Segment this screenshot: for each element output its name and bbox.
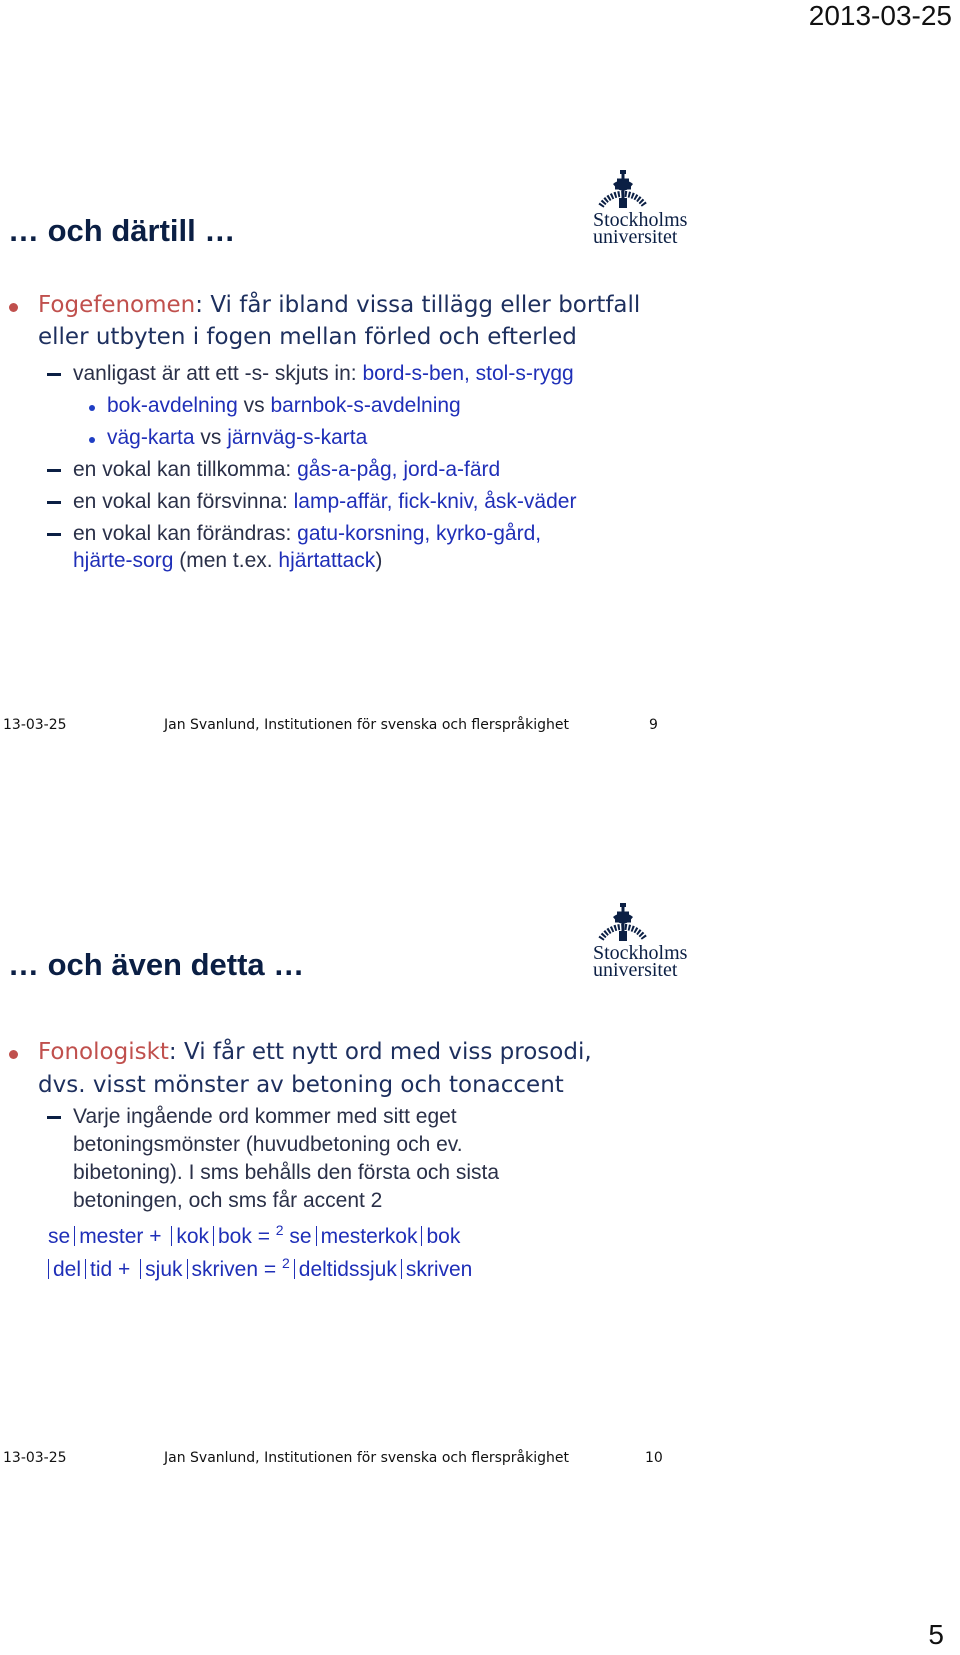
slide-10-footer-number: 10 bbox=[645, 1450, 663, 1466]
logo-line-2: universitet bbox=[593, 226, 678, 248]
example-word: bok-avdelning bbox=[107, 394, 238, 417]
page-number: 5 bbox=[928, 1619, 944, 1650]
vs-text: vs bbox=[237, 394, 271, 417]
syllable: mesterkok bbox=[320, 1225, 418, 1248]
slide-9-title: … och därtill … bbox=[8, 213, 236, 248]
syllable: tid + bbox=[90, 1258, 137, 1281]
example-word: hjärte-sorg bbox=[73, 549, 174, 572]
sub-text: en vokal kan försvinna: bbox=[73, 490, 294, 513]
slide-9-bullet-1-line-2: eller utbyten i fogen mellan förled och efterled bbox=[38, 324, 577, 350]
vs-text: vs bbox=[194, 426, 228, 449]
slide-10-footer-date: 13-03-25 bbox=[3, 1450, 67, 1466]
logo-wordmark bbox=[593, 209, 688, 248]
slide-9-sub-4 bbox=[73, 522, 541, 546]
term-fogefenomen: Fogefenomen bbox=[38, 292, 196, 318]
slide-9-footer-number: 9 bbox=[649, 717, 658, 733]
stress-mark bbox=[171, 1226, 172, 1246]
example-words: lamp-affär, fick-kniv, åsk-väder bbox=[293, 490, 577, 513]
bullet-dot bbox=[9, 303, 18, 312]
example-words: bord-s-ben, stol-s-rygg bbox=[362, 362, 574, 385]
stress-mark bbox=[85, 1259, 86, 1279]
syllable: sjuk bbox=[145, 1258, 183, 1281]
stress-mark bbox=[74, 1226, 75, 1246]
syllable: skriven bbox=[405, 1258, 473, 1281]
syllable: deltidssjuk bbox=[298, 1258, 397, 1281]
slide-10-example-2 bbox=[44, 1255, 472, 1282]
stress-mark bbox=[140, 1259, 141, 1279]
bullet-text: : Vi får ett nytt ord med viss prosodi, bbox=[168, 1039, 592, 1065]
syllable: del bbox=[53, 1258, 82, 1281]
dash-marker bbox=[47, 1116, 61, 1119]
small-bullet bbox=[89, 405, 95, 411]
logo-line-1: Stockholms bbox=[593, 209, 688, 231]
dash-marker bbox=[47, 373, 61, 376]
university-seal-icon bbox=[593, 895, 653, 947]
slide-9-footer-date: 13-03-25 bbox=[3, 717, 67, 733]
dash-marker bbox=[47, 501, 61, 504]
slide-10-sub-1-line-2: betoningsmönster (huvudbetoning och ev. bbox=[73, 1133, 463, 1156]
slide-10-title: … och även detta … bbox=[8, 947, 305, 982]
syllable: bok = bbox=[218, 1225, 276, 1248]
sub-text: vanligast är att ett -s- skjuts in: bbox=[73, 362, 363, 385]
example-word: väg-karta bbox=[107, 426, 195, 449]
slide-10-example-1 bbox=[48, 1222, 460, 1249]
sub-text: (men t.ex. bbox=[173, 549, 279, 572]
logo-line-1: Stockholms bbox=[593, 942, 688, 964]
slide-9-sub-2 bbox=[73, 458, 500, 482]
slide-9-subsub-2 bbox=[107, 426, 367, 450]
example-word: hjärtattack bbox=[278, 549, 376, 572]
stress-mark bbox=[421, 1226, 422, 1246]
bullet-dot bbox=[9, 1050, 18, 1059]
example-words: gatu-korsning, kyrko-gård, bbox=[297, 522, 542, 545]
logo-line-2: universitet bbox=[593, 959, 678, 981]
term-fonologiskt: Fonologiskt bbox=[38, 1039, 169, 1065]
syllable: bok bbox=[426, 1225, 461, 1248]
stress-mark bbox=[48, 1259, 49, 1279]
stress-mark bbox=[401, 1259, 402, 1279]
sub-text: en vokal kan tillkomma: bbox=[73, 458, 298, 481]
university-logo bbox=[593, 895, 703, 995]
slide-9-footer-text: Jan Svanlund, Institutionen för svenska och flerspråkighet bbox=[164, 717, 569, 733]
slide-10-footer-text: Jan Svanlund, Institutionen för svenska och flerspråkighet bbox=[164, 1450, 569, 1466]
syllable: se bbox=[48, 1225, 71, 1248]
university-seal-icon bbox=[593, 162, 653, 214]
dash-marker bbox=[47, 469, 61, 472]
syllable: se bbox=[283, 1225, 312, 1248]
accent-number: 2 bbox=[275, 1222, 284, 1238]
slide-9-sub-3 bbox=[73, 490, 576, 514]
example-word: barnbok-s-avdelning bbox=[270, 394, 461, 417]
stress-mark bbox=[294, 1259, 295, 1279]
sub-text: ) bbox=[375, 549, 383, 572]
stress-mark bbox=[316, 1226, 317, 1246]
slide-9-sub-4-line-2 bbox=[73, 549, 382, 573]
stress-mark bbox=[187, 1259, 188, 1279]
slide-9-subsub-1 bbox=[107, 394, 461, 418]
slide-10-sub-1-line-4: betoningen, och sms får accent 2 bbox=[73, 1189, 383, 1212]
accent-number: 2 bbox=[281, 1255, 290, 1271]
dash-marker bbox=[47, 533, 61, 536]
header-date: 2013-03-25 bbox=[808, 0, 952, 31]
university-logo bbox=[593, 162, 703, 262]
syllable: kok bbox=[176, 1225, 209, 1248]
syllable: mester + bbox=[79, 1225, 168, 1248]
stress-mark bbox=[213, 1226, 214, 1246]
slide-10-sub-1-line-1: Varje ingående ord kommer med sitt eget bbox=[73, 1105, 457, 1128]
slide-10-sub-1-line-3: bibetoning). I sms behålls den första och sista bbox=[73, 1161, 500, 1184]
slide-9-sub-1 bbox=[73, 362, 574, 386]
syllable: skriven = bbox=[191, 1258, 282, 1281]
sub-text: en vokal kan förändras: bbox=[73, 522, 298, 545]
logo-wordmark bbox=[593, 942, 688, 981]
slide-9-bullet-1-line-1 bbox=[38, 292, 640, 318]
example-words: gås-a-påg, jord-a-färd bbox=[297, 458, 501, 481]
slide-10-bullet-1-line-2: dvs. visst mönster av betoning och tonaccent bbox=[38, 1072, 564, 1098]
example-word: järnväg-s-karta bbox=[227, 426, 368, 449]
slide-10-bullet-1-line-1 bbox=[38, 1039, 592, 1065]
small-bullet bbox=[89, 437, 95, 443]
bullet-text: : Vi får ibland vissa tillägg eller bortfall bbox=[195, 292, 641, 318]
